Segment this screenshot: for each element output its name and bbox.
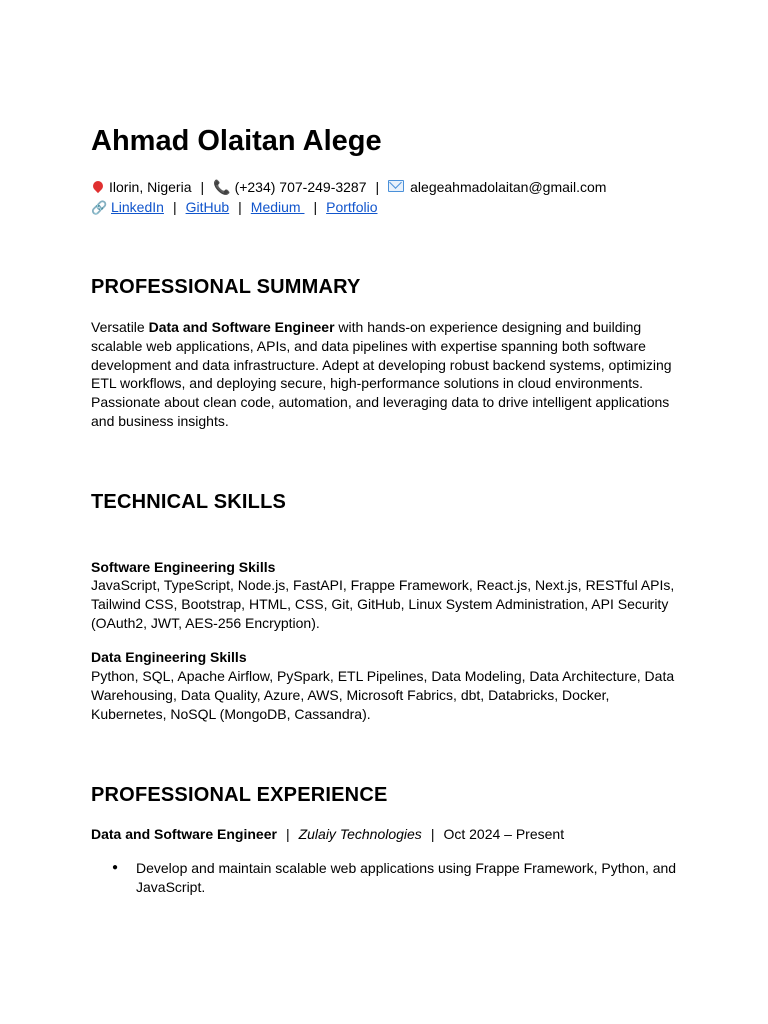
summary-body: with hands-on experience designing and building scalable web applications, APIs, and data pipelines with expertise spanning both software development and data infrastructure. Adept at developing robust backend systems, optimizing ETL workflows, and deploying secure, high-performance solutions in cloud environments. Passionate about clean code, automation, and leveraging data to drive intelligent applications and business insights. [91, 319, 672, 429]
location-text: Ilorin, Nigeria [109, 179, 192, 195]
link-icon: 🔗 [91, 200, 108, 215]
separator: | [238, 199, 242, 215]
linkedin-link[interactable]: LinkedIn [111, 199, 164, 215]
separator: | [285, 826, 290, 842]
email-icon [388, 180, 404, 192]
candidate-name: Ahmad Olaitan Alege [91, 125, 382, 157]
github-link[interactable]: GitHub [185, 199, 230, 215]
job-header [91, 825, 564, 843]
skill-group-heading: Software Engineering Skills [91, 559, 276, 575]
job-role: Data and Software Engineer [91, 826, 277, 842]
summary-text [91, 318, 681, 431]
separator: | [172, 199, 177, 215]
separator: | [375, 179, 380, 195]
email-text: alegeahmadolaitan@gmail.com [410, 179, 607, 195]
job-bullets [91, 859, 683, 897]
phone-icon: 📞 [213, 179, 231, 195]
skill-group-items: Python, SQL, Apache Airflow, PySpark, ETL Pipelines, Data Modeling, Data Architecture, Data Warehousing, Data Quality, Azure, AWS, Microsoft Fabrics, dbt, Databricks, Docker, Kubernetes, NoSQL (MongoDB, Cassandra). [91, 668, 675, 722]
skill-group-heading: Data Engineering Skills [91, 649, 247, 665]
list-item: ● Develop and maintain scalable web applications using Frappe Framework, Python, and JavaScript. [91, 859, 683, 897]
phone-text: (+234) 707-249-3287 [234, 179, 367, 195]
job-company: Zulaiy Technologies [298, 826, 422, 842]
summary-intro: Versatile [91, 319, 149, 335]
separator: | [430, 826, 435, 842]
summary-heading: PROFESSIONAL SUMMARY [91, 276, 361, 298]
job-dates: Oct 2024 – Present [443, 826, 565, 842]
experience-heading: PROFESSIONAL EXPERIENCE [91, 784, 388, 806]
portfolio-link[interactable]: Portfolio [326, 199, 378, 215]
separator: | [313, 199, 318, 215]
links-line [91, 198, 377, 217]
summary-role: Data and Software Engineer [148, 319, 335, 335]
contact-line [91, 178, 606, 196]
skills-heading: TECHNICAL SKILLS [91, 491, 287, 513]
separator: | [200, 179, 205, 195]
pin-icon [91, 179, 105, 193]
skill-group-items: JavaScript, TypeScript, Node.js, FastAPI, Frappe Framework, React.js, Next.js, RESTful APIs, Tailwind CSS, Bootstrap, HTML, CSS, Git, GitHub, Linux System Administration, API Security (OAuth2, JWT, AES-256 Encryption). [91, 577, 675, 631]
medium-link[interactable]: Medium [250, 199, 305, 215]
